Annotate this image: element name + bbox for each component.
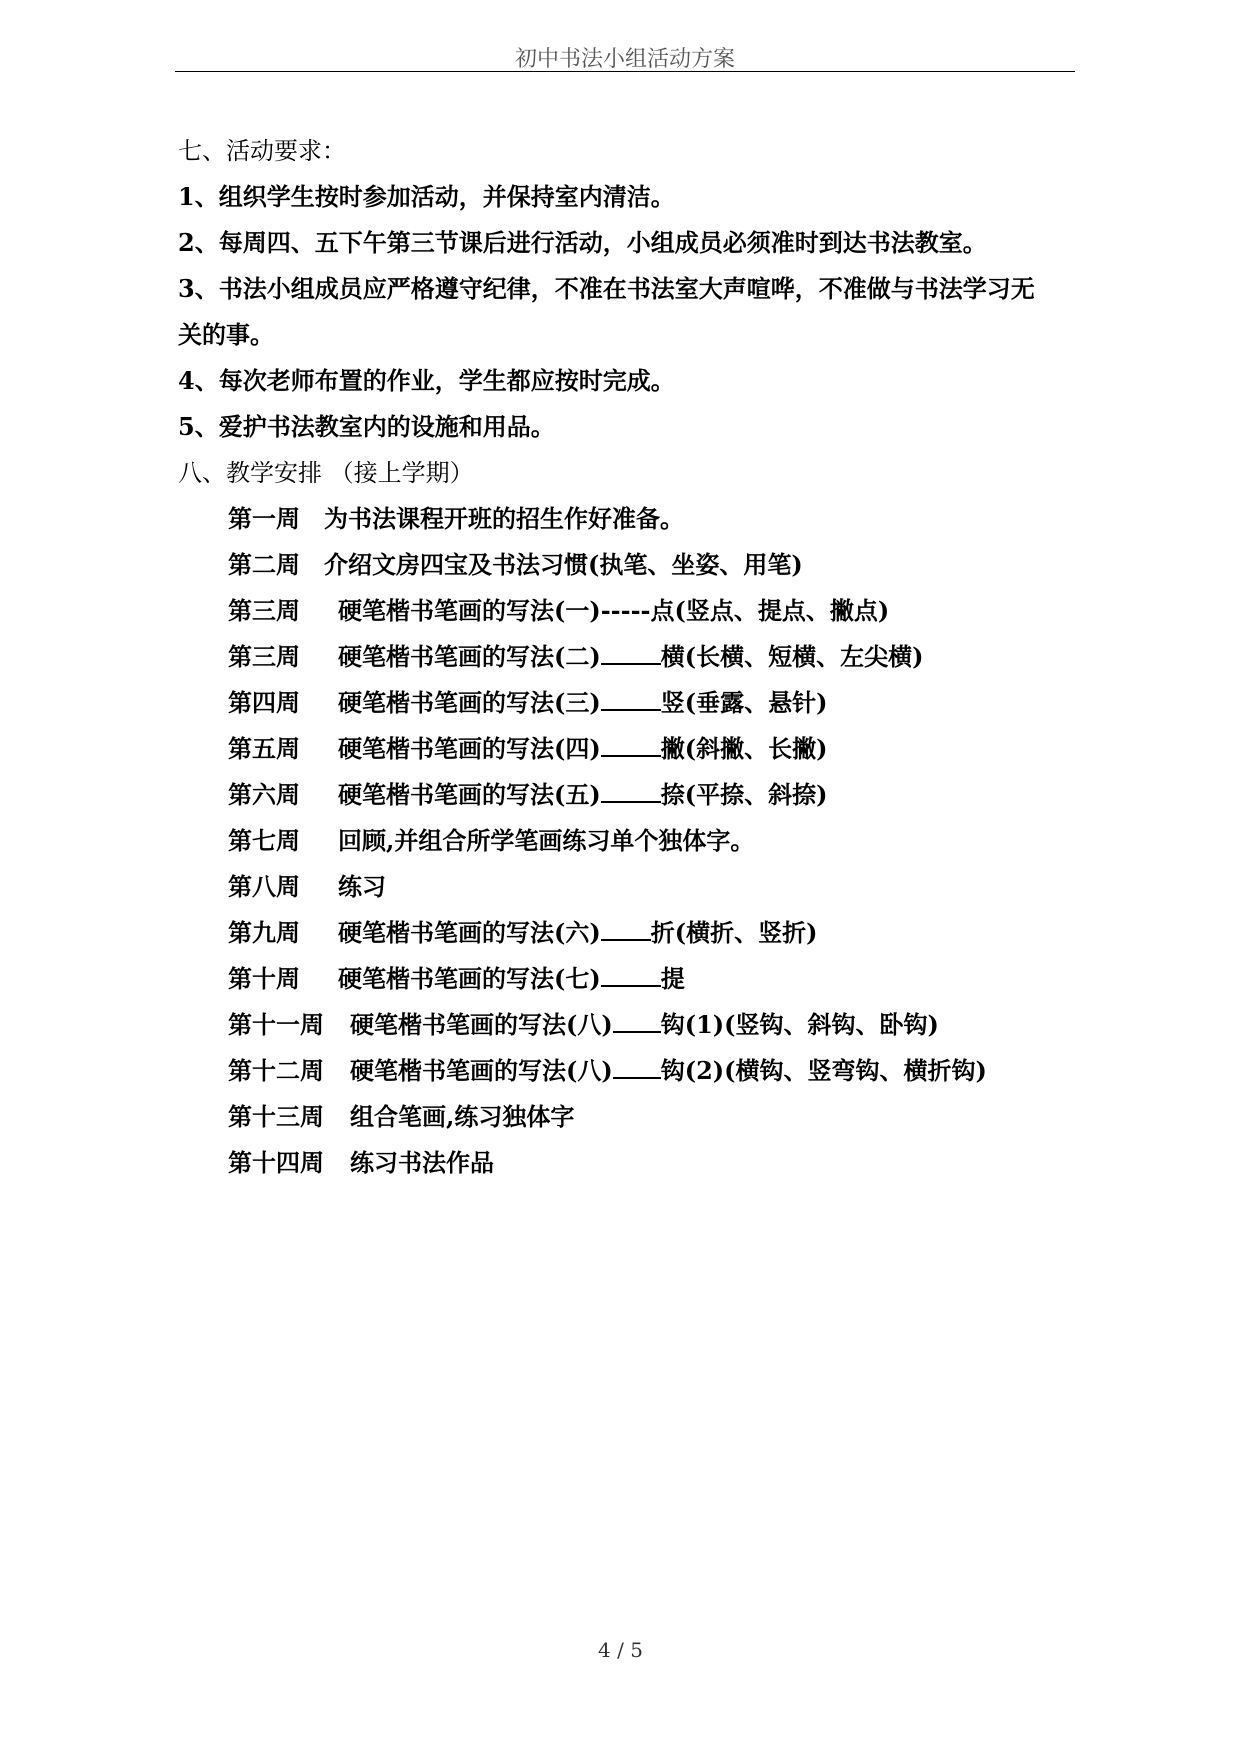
schedule-row xyxy=(178,864,1078,910)
week-label: 第十四周 xyxy=(228,1148,324,1177)
week-content xyxy=(338,634,923,680)
week-content-part: 撇(斜撇、长撇) xyxy=(660,734,828,763)
underline-blank xyxy=(613,1059,661,1079)
week-label: 第六周 xyxy=(228,780,300,809)
week-content: 组合笔画,练习独体字 xyxy=(350,1102,575,1131)
underline-blank xyxy=(601,645,661,665)
week-content: 介绍文房四宝及书法习惯(执笔、坐姿、用笔) xyxy=(324,550,803,579)
schedule-row xyxy=(178,1140,1078,1186)
week-content-part: 硬笔楷书笔画的写法(五) xyxy=(338,780,601,809)
week-content-part: 捺(平捺、斜捺) xyxy=(660,780,828,809)
week-label: 第十一周 xyxy=(228,1010,324,1039)
week-content xyxy=(338,680,827,726)
week-label: 第八周 xyxy=(228,872,300,901)
schedule-row xyxy=(178,1094,1078,1140)
week-content-part: 钩(2)(横钩、竖弯钩、横折钩) xyxy=(660,1056,987,1085)
underline-blank xyxy=(601,783,661,803)
document-body xyxy=(178,128,1078,1186)
week-label: 第十三周 xyxy=(228,1102,324,1131)
week-label: 第三周 xyxy=(228,642,300,671)
week-content xyxy=(338,910,817,956)
requirement-item-continuation: 关的事。 xyxy=(178,320,274,349)
header-divider xyxy=(175,71,1075,72)
underline-blank xyxy=(613,1013,661,1033)
requirement-item: 1、组织学生按时参加活动，并保持室内清洁。 xyxy=(178,182,675,211)
week-label: 第二周 xyxy=(228,550,300,579)
underline-blank xyxy=(601,967,661,987)
schedule-row xyxy=(178,1048,1078,1094)
requirement-item: 2、每周四、五下午第三节课后进行活动，小组成员必须准时到达书法教室。 xyxy=(178,228,987,257)
schedule-row xyxy=(178,588,1078,634)
week-content xyxy=(350,1048,987,1094)
week-label: 第四周 xyxy=(228,688,300,717)
week-label: 第五周 xyxy=(228,734,300,763)
underline-blank xyxy=(601,691,661,711)
schedule-row xyxy=(178,818,1078,864)
week-content: 硬笔楷书笔画的写法(一)-----点(竖点、提点、撇点) xyxy=(338,596,890,625)
week-content-part: 折(横折、竖折) xyxy=(650,918,818,947)
requirement-item: 5、爱护书法教室内的设施和用品。 xyxy=(178,412,555,441)
week-content-part: 硬笔楷书笔画的写法(四) xyxy=(338,734,601,763)
schedule-row xyxy=(178,496,1078,542)
week-content-part: 硬笔楷书笔画的写法(七) xyxy=(338,964,601,993)
week-content-part: 钩(1)(竖钩、斜钩、卧钩) xyxy=(660,1010,939,1039)
week-label: 第十周 xyxy=(228,964,300,993)
week-content: 练习 xyxy=(338,872,386,901)
week-content-part: 硬笔楷书笔画的写法(八) xyxy=(350,1056,613,1085)
section-heading-schedule: 八、教学安排 （接上学期） xyxy=(178,459,474,487)
week-content: 回顾,并组合所学笔画练习单个独体字。 xyxy=(338,826,755,855)
section-heading-requirements: 七、活动要求： xyxy=(178,137,346,165)
schedule-row xyxy=(178,910,1078,956)
week-content-part: 提 xyxy=(660,964,685,993)
week-content-part: 硬笔楷书笔画的写法(八) xyxy=(350,1010,613,1039)
week-content xyxy=(338,726,827,772)
schedule-row xyxy=(178,772,1078,818)
schedule-row xyxy=(178,680,1078,726)
schedule-row xyxy=(178,542,1078,588)
week-content-part: 横(长横、短横、左尖横) xyxy=(660,642,924,671)
schedule-row xyxy=(178,1002,1078,1048)
schedule-row xyxy=(178,726,1078,772)
underline-blank xyxy=(601,921,651,941)
week-content-part: 硬笔楷书笔画的写法(二) xyxy=(338,642,601,671)
page-header-title: 初中书法小组活动方案 xyxy=(514,47,735,72)
requirement-item: 3、书法小组成员应严格遵守纪律，不准在书法室大声喧哗，不准做与书法学习无 xyxy=(178,274,1035,303)
week-label: 第一周 xyxy=(228,504,300,533)
requirement-item: 4、每次老师布置的作业，学生都应按时完成。 xyxy=(178,366,675,395)
week-content: 练习书法作品 xyxy=(350,1148,494,1177)
week-content-part: 硬笔楷书笔画的写法(六) xyxy=(338,918,601,947)
week-content-part: 竖(垂露、悬针) xyxy=(660,688,828,717)
underline-blank xyxy=(601,737,661,757)
week-content xyxy=(338,956,685,1002)
week-label: 第三周 xyxy=(228,596,300,625)
week-label: 第九周 xyxy=(228,918,300,947)
week-content: 为书法课程开班的招生作好准备。 xyxy=(324,504,684,533)
week-content xyxy=(350,1002,939,1048)
schedule-row xyxy=(178,634,1078,680)
page-number: 4 / 5 xyxy=(598,1638,643,1662)
week-content-part: 硬笔楷书笔画的写法(三) xyxy=(338,688,601,717)
week-content xyxy=(338,772,827,818)
week-label: 第十二周 xyxy=(228,1056,324,1085)
schedule-row xyxy=(178,956,1078,1002)
week-label: 第七周 xyxy=(228,826,300,855)
